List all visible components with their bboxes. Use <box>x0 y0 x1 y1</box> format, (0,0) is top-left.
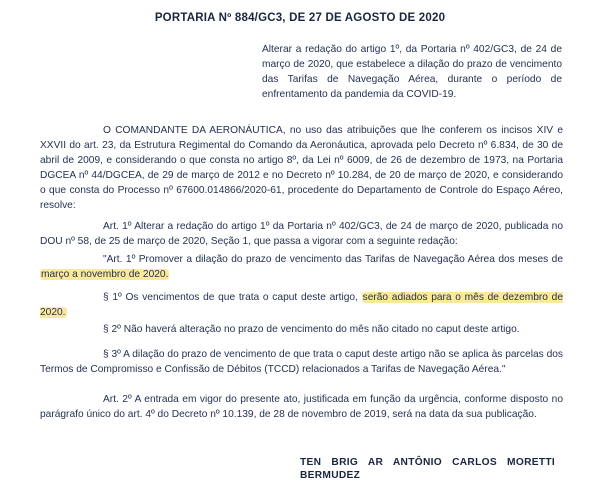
paragraph-1 <box>40 290 563 320</box>
highlighted-deadline: serão adiados para o mês de dezembro de 2020. <box>40 292 564 318</box>
quoted-article-paragraph <box>40 252 563 282</box>
paragraph-3: § 3º A dilação do prazo de vencimento de que trata o caput deste artigo não se aplica às parcelas dos Termos de Compromisso e Confissão de Débitos (TCCD) relacionados a Tarifas de Navegação Aérea." <box>40 349 563 375</box>
paragraph-1-text: § 1º Os vencimentos de que trata o caput deste artigo, <box>103 292 362 303</box>
document-title: PORTARIA Nº 884/GC3, DE 27 DE AGOSTO DE 2020 <box>154 12 446 24</box>
signature-block: TEN BRIG AR ANTÔNIO CARLOS MORETTI BERMUDEZ <box>300 457 555 481</box>
article-2-paragraph: Art. 2º A entrada em vigor do presente ato, justificada em função da urgência, conforme disposto no parágrafo único do art. 4º do Decreto nº 10.139, de 28 de novembro de 2019, será na data da sua publicação. <box>40 394 563 420</box>
highlighted-months: março a novembro de 2020. <box>41 269 169 280</box>
preamble-paragraph: O COMANDANTE DA AERONÁUTICA, no uso das atribuições que lhe conferem os incisos XIV e XXVII do art. 23, da Estrutura Regimental do Comando da Aeronáutica, aprovada pelo Decreto nº 6.834, de 30 de abril de 2009, e considerando o que consta no artigo 8º, da Lei nº 6009, de 26 de dezembro de 1973, na Portaria DGCEA nº 44/DGCEA, de 29 de março de 2012 e no Decreto nº 10.284, de 20 de março de 2020, e considerando o que consta do Processo nº 67600.014866/2020-61, procedente do Departamento de Controle do Espaço Aéreo, resolve: <box>40 125 563 211</box>
ementa-paragraph: Alterar a redação do artigo 1º, da Portaria nº 402/GC3, de 24 de março de 2020, que estabelece a dilação do prazo de vencimento das Tarifas de Navegação Aérea, durante o período de enfrentamento da pandemia da COVID-19. <box>262 44 562 100</box>
article-1-paragraph: Art. 1º Alterar a redação do artigo 1º da Portaria nº 402/GC3, de 24 de março de 2020, publicada no DOU nº 58, de 25 de março de 2020, Seção 1, que passa a vigorar com a seguinte redação: <box>40 221 563 247</box>
paragraph-2: § 2º Não haverá alteração no prazo de vencimento do mês não citado no caput deste artigo. <box>103 324 520 335</box>
quoted-article-text: "Art. 1º Promover a dilação do prazo de vencimento das Tarifas de Navegação Aérea dos meses de <box>103 254 563 265</box>
